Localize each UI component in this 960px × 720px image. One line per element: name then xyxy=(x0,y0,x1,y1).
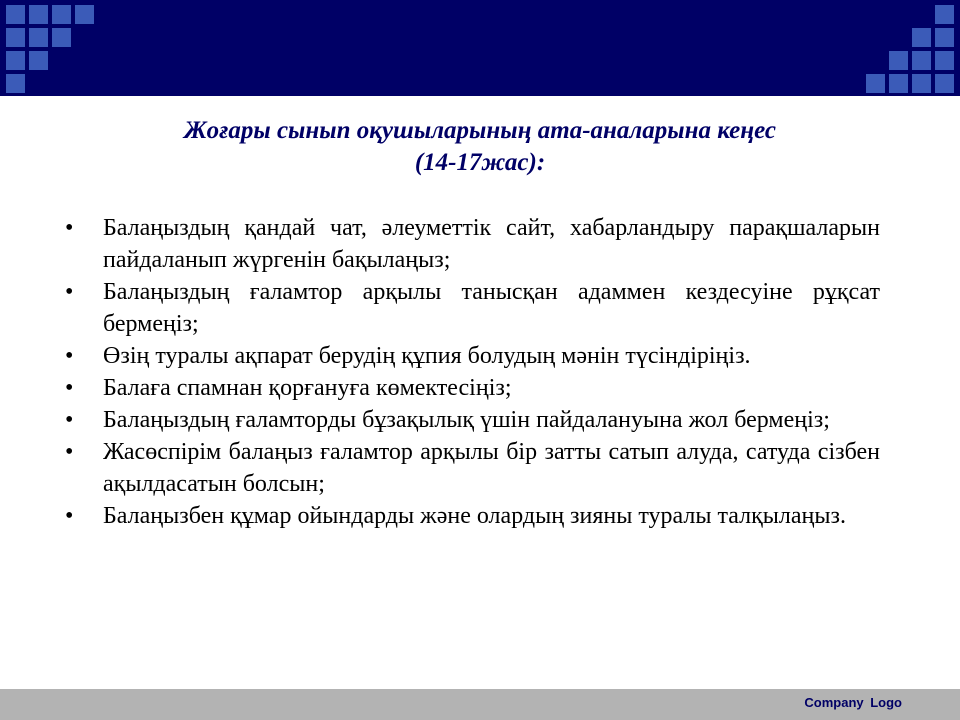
advice-item: • Балаңыздың қандай чат, әлеуметтік сайт, хабарландыру парақшаларын пайдаланып жүргенін бақылаңыз; xyxy=(60,212,880,276)
header-square xyxy=(29,28,48,47)
advice-list xyxy=(60,212,880,532)
header-square xyxy=(935,74,954,93)
header-square xyxy=(6,28,25,47)
header-square xyxy=(889,74,908,93)
slide-title xyxy=(60,115,900,179)
header-square xyxy=(29,51,48,70)
advice-item: • Жасөспірім балаңыз ғаламтор арқылы бір затты сатып алуда, сатуда сізбен ақылдасатын болсын; xyxy=(60,436,880,500)
footer-band xyxy=(0,689,960,720)
header-band xyxy=(0,0,960,96)
header-square xyxy=(6,74,25,93)
header-square xyxy=(912,51,931,70)
header-square xyxy=(912,28,931,47)
header-square xyxy=(52,28,71,47)
header-square xyxy=(52,5,71,24)
advice-item: • Балаңыздың ғаламтор арқылы танысқан адаммен кездесуіне рұқсат бермеңіз; xyxy=(60,276,880,340)
header-square xyxy=(935,51,954,70)
header-square xyxy=(935,28,954,47)
slide-title-line-1: Жоғары сынып оқушыларының ата-аналарына кеңес xyxy=(184,117,776,144)
header-square xyxy=(912,74,931,93)
advice-item: • Балаңызбен құмар ойындарды және олардың зияны туралы талқылаңыз. xyxy=(60,500,880,532)
advice-item: • Балаға спамнан қорғануға көмектесіңіз; xyxy=(60,372,880,404)
header-square xyxy=(866,74,885,93)
advice-item: • Балаңыздың ғаламторды бұзақылық үшін пайдалануына жол бермеңіз; xyxy=(60,404,880,436)
header-square xyxy=(29,5,48,24)
header-square xyxy=(6,5,25,24)
header-square xyxy=(935,5,954,24)
advice-item: • Өзің туралы ақпарат берудің құпия болудың мәнін түсіндіріңіз. xyxy=(60,340,880,372)
header-square xyxy=(75,5,94,24)
header-square xyxy=(889,51,908,70)
slide-title-line-2: (14-17жас): xyxy=(414,149,546,176)
company-logo: Company Logo xyxy=(804,695,902,710)
header-square xyxy=(6,51,25,70)
